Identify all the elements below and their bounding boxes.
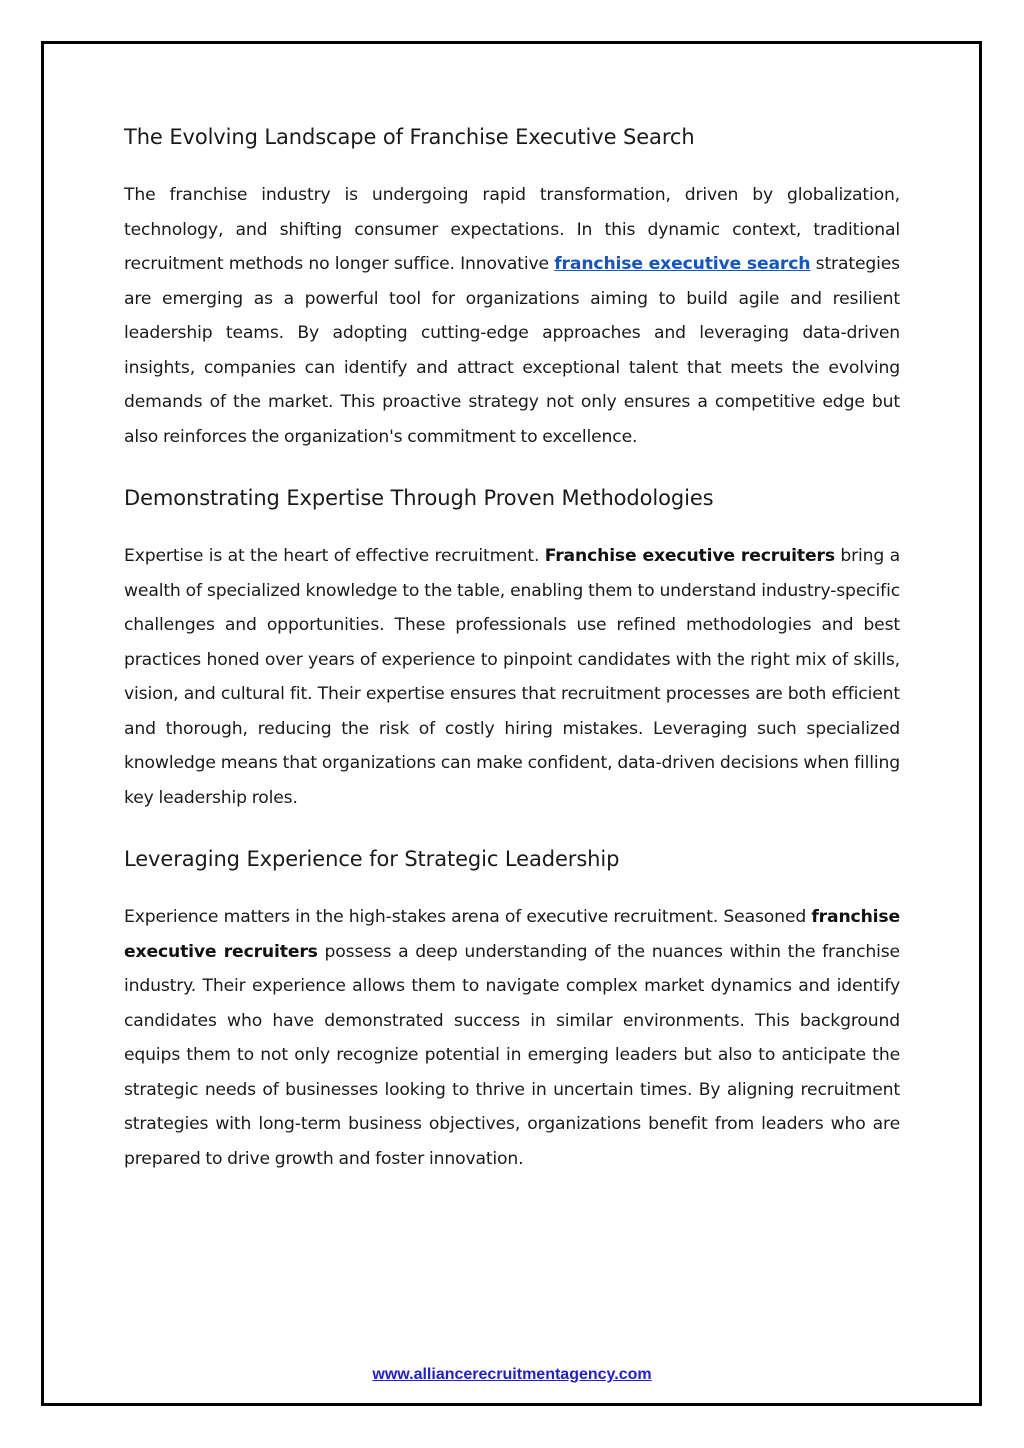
section-paragraph-leveraging-experience (124, 900, 900, 1176)
paragraph-text: The franchise industry is undergoing rapid transformation, driven by globalization, technology, and shifting consumer expectations. In this dynamic context, traditional recruitment methods no longer suffice. Innovative (124, 185, 900, 274)
bold-phrase: Franchise executive recruiters (544, 546, 835, 566)
paragraph-text: Experience matters in the high-stakes arena of executive recruitment. Seasoned (124, 907, 812, 927)
section-heading-demonstrating-expertise: Demonstrating Expertise Through Proven Methodologies (124, 486, 714, 510)
footer (0, 1364, 1024, 1386)
paragraph-text: possess a deep understanding of the nuances within the franchise industry. Their experience allows them to navigate complex market dynamics and identify candidates who have demonstrated success in similar environments. This background equips them to not only recognize potential in emerging leaders but also to anticipate the strategic needs of businesses looking to thrive in uncertain times. By aligning recruitment strategies with long-term business objectives, organizations benefit from leaders who are prepared to drive growth and foster innovation. (124, 941, 900, 1169)
document-content (124, 118, 900, 1176)
franchise-executive-search-link[interactable]: franchise executive search (554, 254, 811, 274)
website-link[interactable]: www.alliancerecruitmentagency.com (372, 1366, 652, 1383)
paragraph-text: strategies are emerging as a powerful tool for organizations aiming to build agile and resilient leadership teams. By adopting cutting-edge approaches and leveraging data-driven insights, companies can identify and attract exceptional talent that meets the evolving demands of the market. This proactive strategy not only ensures a competitive edge but also reinforces the organization's commitment to excellence. (124, 254, 900, 447)
section-paragraph-evolving-landscape (124, 178, 900, 454)
section-paragraph-demonstrating-expertise (124, 539, 900, 815)
paragraph-text: Expertise is at the heart of effective recruitment. (124, 546, 545, 566)
bold-phrase: franchise executive recruiters (124, 907, 900, 962)
section-heading-leveraging-experience: Leveraging Experience for Strategic Leadership (124, 847, 620, 871)
section-heading-evolving-landscape: The Evolving Landscape of Franchise Executive Search (124, 125, 695, 149)
paragraph-text: bring a wealth of specialized knowledge to the table, enabling them to understand industry-specific challenges and opportunities. These professionals use refined methodologies and best practices honed over years of experience to pinpoint candidates with the right mix of skills, vision, and cultural fit. Their expertise ensures that recruitment processes are both efficient and thorough, reducing the risk of costly hiring mistakes. Leveraging such specialized knowledge means that organizations can make confident, data-driven decisions when filling key leadership roles. (124, 546, 900, 808)
